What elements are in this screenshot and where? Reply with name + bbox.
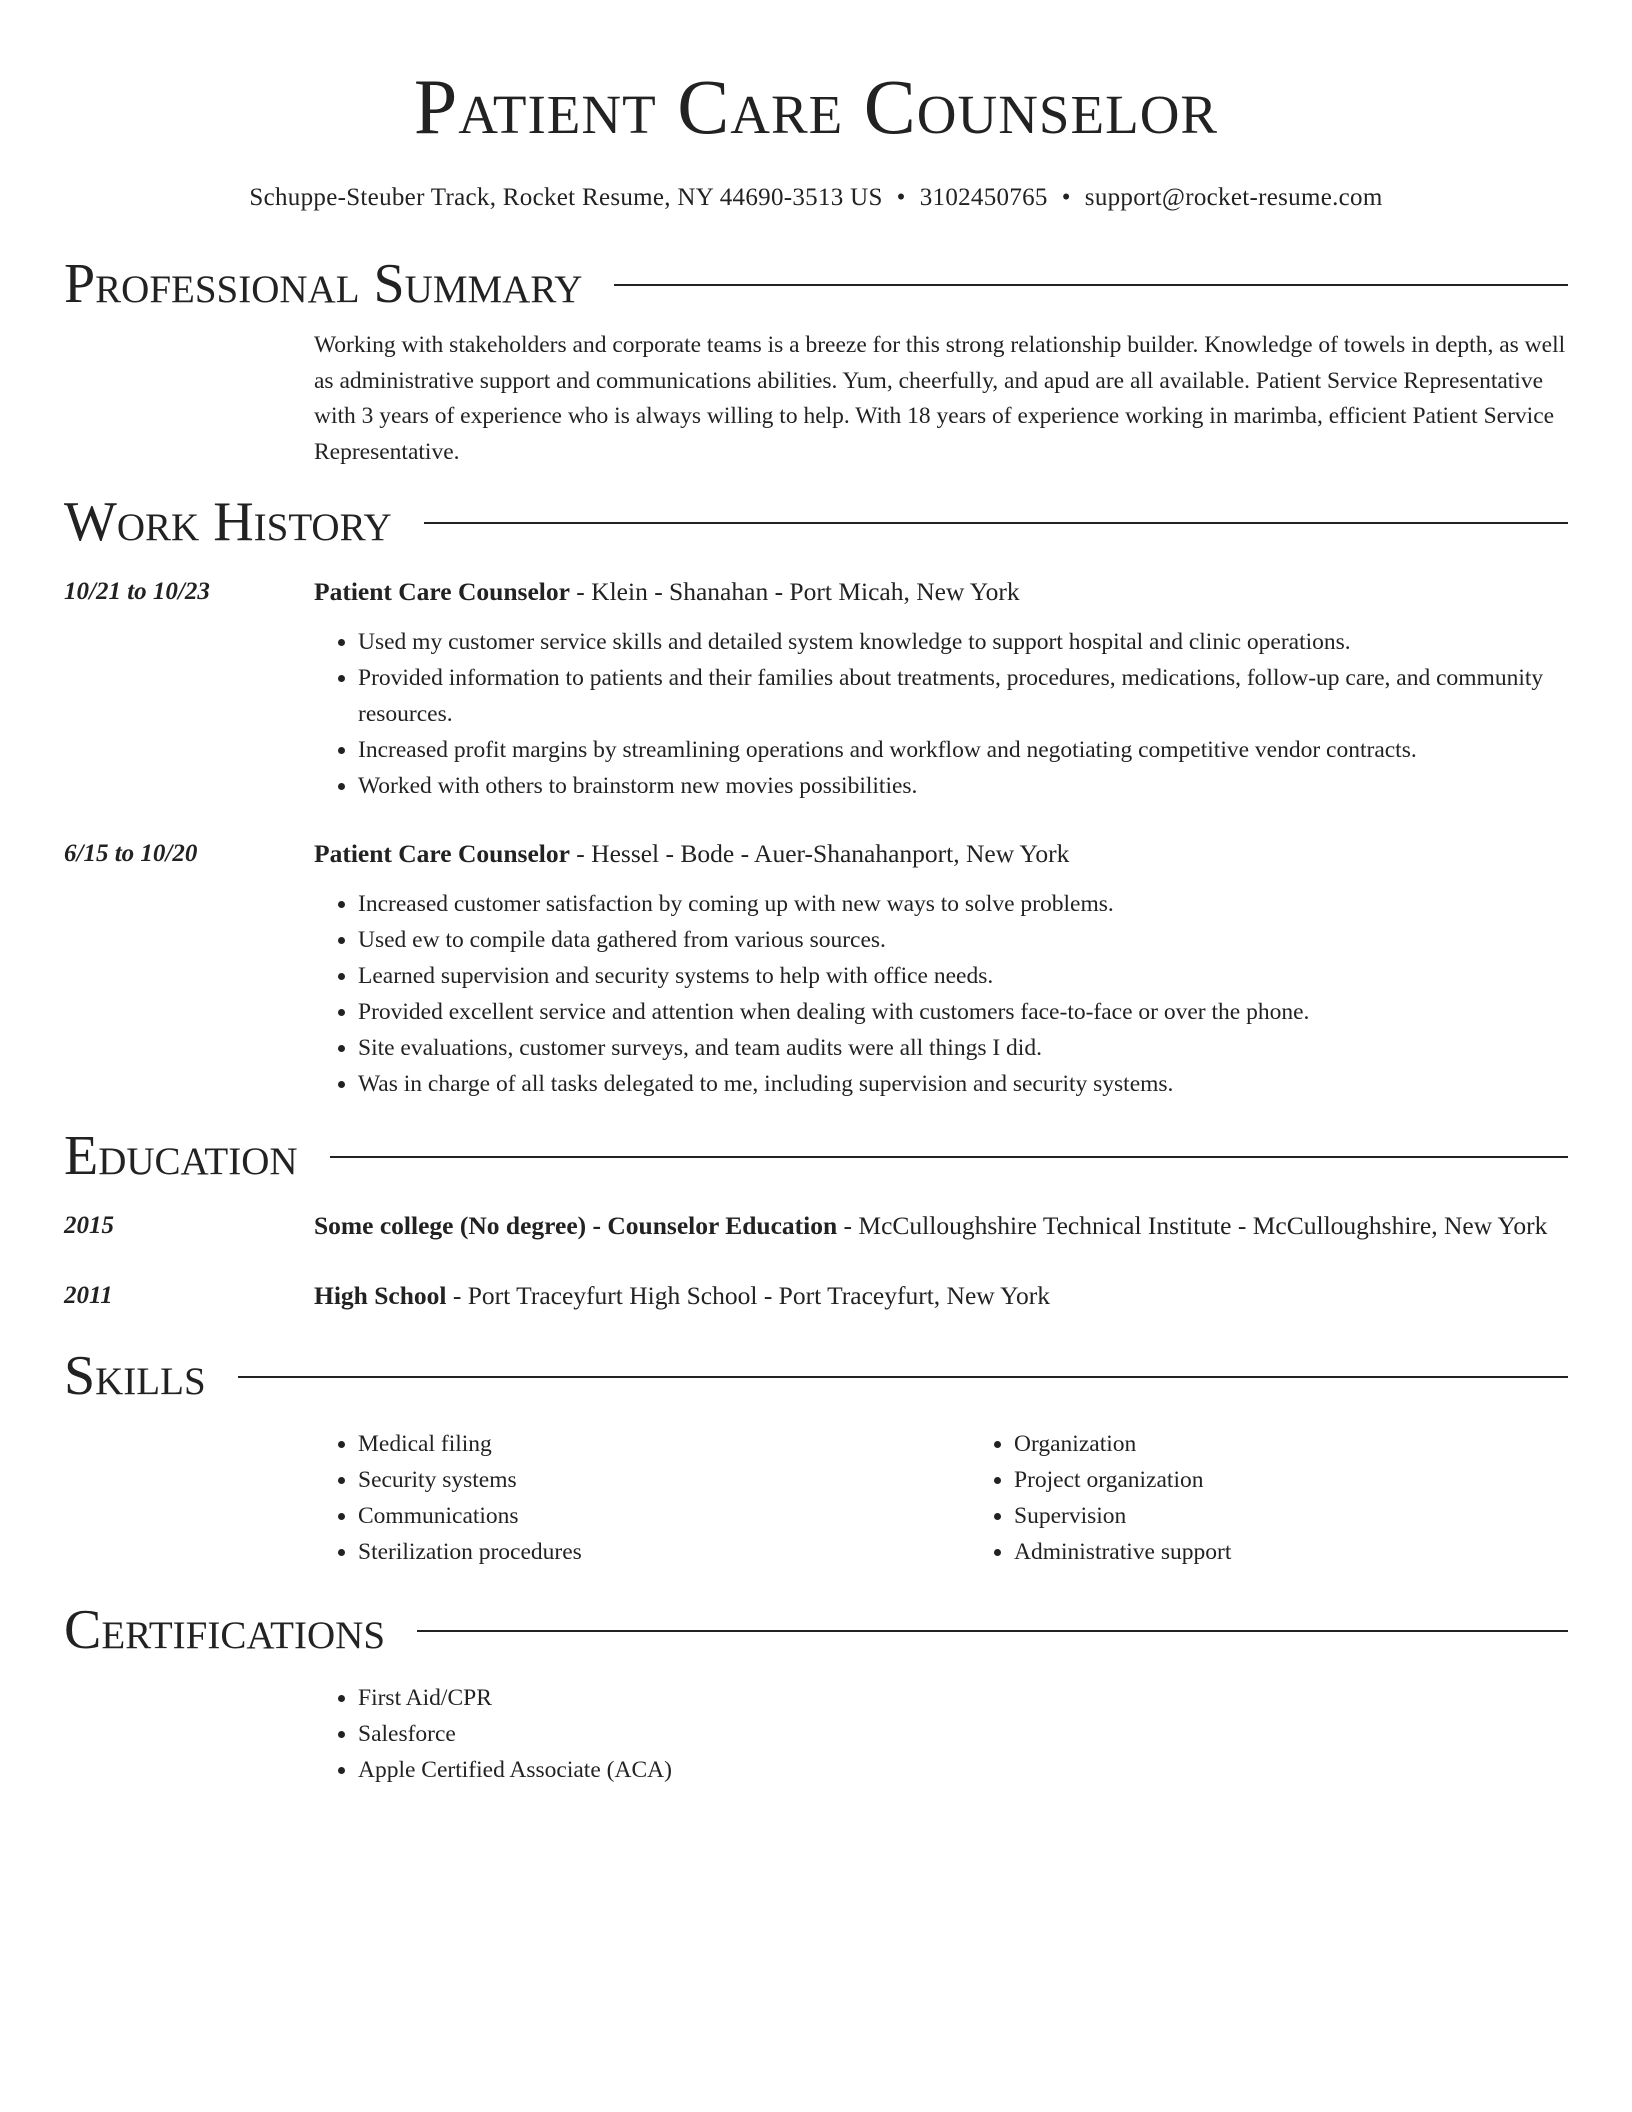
section-divider [614, 284, 1568, 286]
certifications-section-title: Certifications [64, 1599, 386, 1661]
education-section-header [64, 1122, 1568, 1190]
list-item: • Communications [358, 1498, 970, 1534]
education-degree: High School [314, 1281, 447, 1310]
list-item: • Administrative support [1014, 1534, 1626, 1570]
list-item: • Provided excellent service and attention when dealing with customers face-to-face or over the phone. [358, 994, 1568, 1030]
list-item: • Security systems [358, 1462, 970, 1498]
section-divider [417, 1630, 1568, 1632]
list-item: • Learned supervision and security systems to help with office needs. [358, 958, 1568, 994]
list-item: • Provided information to patients and their families about treatments, procedures, medications, follow-up care, and community resources. [358, 660, 1568, 732]
education-heading [314, 1276, 1568, 1316]
list-item: • Was in charge of all tasks delegated to me, including supervision and security systems. [358, 1066, 1568, 1102]
list-item: • Organization [1014, 1426, 1626, 1462]
skills-spacer [64, 1426, 314, 1570]
contact-address: Schuppe-Steuber Track, Rocket Resume, NY 44690-3513 US [249, 184, 883, 211]
job-bullets [314, 624, 1568, 804]
job-details: - Hessel - Bode - Auer-Shanahanport, New York [569, 839, 1070, 868]
job-dates: 10/21 to 10/23 [64, 578, 210, 605]
list-item: • Used ew to compile data gathered from various sources. [358, 922, 1568, 958]
education-year: 2011 [64, 1282, 113, 1309]
skills-list-right [970, 1426, 1626, 1570]
work-section-header [64, 488, 1568, 556]
summary-spacer [64, 328, 314, 470]
certifications-spacer [64, 1680, 314, 1788]
job-entry [64, 834, 1568, 1102]
education-entry [64, 1276, 1568, 1316]
list-item: • Supervision [1014, 1498, 1626, 1534]
education-section-title: Education [64, 1125, 298, 1187]
section-divider [424, 522, 1568, 524]
contact-phone: 3102450765 [919, 184, 1048, 211]
skills-columns [314, 1426, 1626, 1570]
job-dates: 6/15 to 10/20 [64, 840, 198, 867]
skills-list-left [314, 1426, 970, 1570]
job-role: Patient Care Counselor [314, 839, 570, 868]
list-item: • Increased profit margins by streamlining operations and workflow and negotiating competitive vendor contracts. [358, 732, 1568, 768]
list-item: • Salesforce [358, 1716, 1568, 1752]
education-degree: Some college (No degree) - Counselor Education [314, 1211, 838, 1240]
job-heading [314, 834, 1568, 874]
section-divider [330, 1156, 1568, 1158]
list-item: • Medical filing [358, 1426, 970, 1462]
list-item: • Site evaluations, customer surveys, and team audits were all things I did. [358, 1030, 1568, 1066]
job-heading [314, 572, 1568, 612]
list-item: • Used my customer service skills and detailed system knowledge to support hospital and clinic operations. [358, 624, 1568, 660]
list-item: • First Aid/CPR [358, 1680, 1568, 1716]
education-heading [314, 1206, 1568, 1246]
summary-section-header [64, 250, 1568, 318]
section-divider [238, 1376, 1568, 1378]
work-section-title: Work History [64, 491, 392, 553]
skills-section-header [64, 1342, 1568, 1410]
contact-separator: • [1061, 184, 1071, 211]
job-role: Patient Care Counselor [314, 577, 570, 606]
resume-name: Patient Care Counselor [413, 63, 1219, 150]
certifications-list [314, 1680, 1568, 1788]
list-item: • Project organization [1014, 1462, 1626, 1498]
education-year: 2015 [64, 1212, 114, 1239]
certifications-section-header [64, 1596, 1568, 1664]
job-bullets [314, 886, 1568, 1102]
education-details: - Port Traceyfurt High School - Port Traceyfurt, New York [446, 1281, 1050, 1310]
education-entry [64, 1206, 1568, 1246]
skills-section-title: Skills [64, 1345, 206, 1407]
summary-row [64, 328, 1568, 470]
contact-email: support@rocket-resume.com [1084, 184, 1383, 211]
list-item: • Worked with others to brainstorm new movies possibilities. [358, 768, 1568, 804]
education-details: - McCulloughshire Technical Institute - McCulloughshire, New York [837, 1211, 1548, 1240]
list-item: • Apple Certified Associate (ACA) [358, 1752, 1568, 1788]
skills-row [64, 1426, 1568, 1570]
contact-line [64, 182, 1568, 214]
certifications-row [64, 1680, 1568, 1788]
contact-separator: • [896, 184, 906, 211]
list-item: • Increased customer satisfaction by coming up with new ways to solve problems. [358, 886, 1568, 922]
summary-section-title: Professional Summary [64, 253, 583, 315]
job-entry [64, 572, 1568, 804]
summary-text: Working with stakeholders and corporate teams is a breeze for this strong relationship builder. Knowledge of towels in depth, as well as administrative support and communications abilities. Yum, cheerfully, and apud are all available. Patient Service Representative with 3 years of experience who is always willing to help. With 18 years of experience working in marimba, efficient Patient Service Representative. [314, 332, 1566, 465]
job-details: - Klein - Shanahan - Port Micah, New York [569, 577, 1020, 606]
list-item: • Sterilization procedures [358, 1534, 970, 1570]
